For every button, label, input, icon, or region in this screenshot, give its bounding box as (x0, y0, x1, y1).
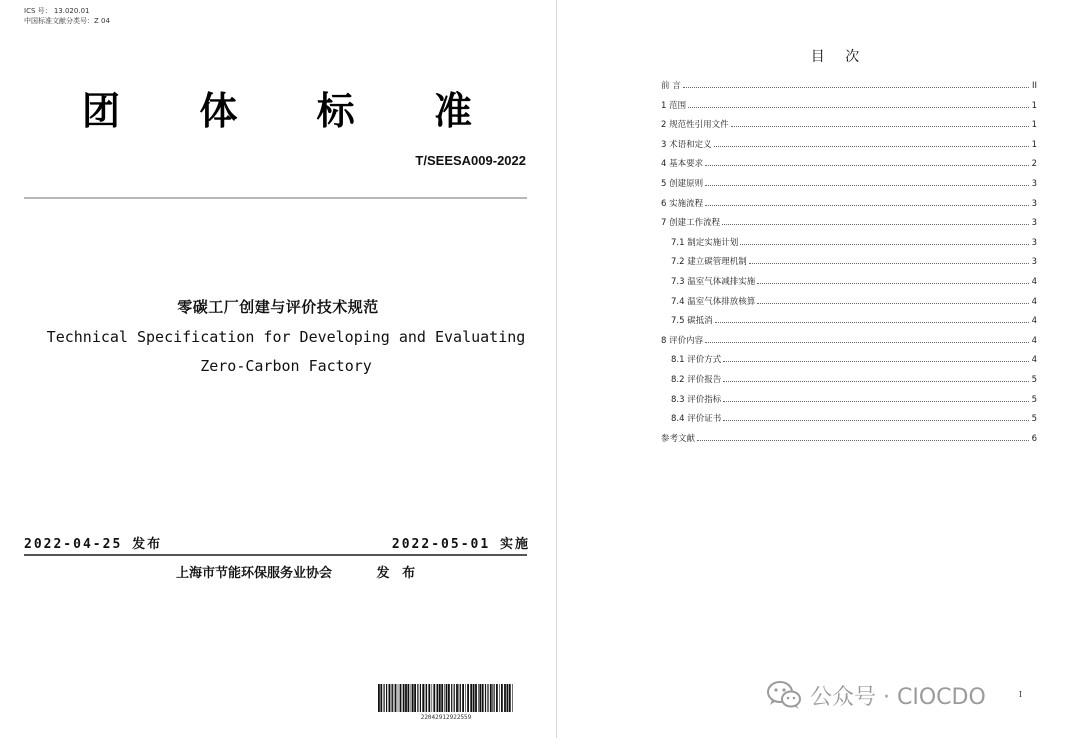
toc-entry-label: 前 言 (661, 81, 681, 91)
barcode-bar (417, 684, 418, 712)
barcode-bar (439, 684, 441, 712)
toc-entry-label: 7.4 温室气体排放核算 (671, 296, 756, 307)
barcode-bar (380, 684, 382, 712)
toc-leader-dots (697, 439, 1029, 441)
barcode-bar (433, 684, 435, 712)
watermark-text: 公众号 · CIOCDO (810, 684, 986, 710)
toc-entry-label: 8.3 评价指标 (671, 394, 722, 405)
toc-leader-dots (715, 321, 1029, 323)
toc-entry[interactable] (661, 295, 1037, 315)
toc-leader-dots (723, 400, 1029, 402)
barcode-bar (389, 684, 391, 712)
barcode-bar (378, 684, 380, 712)
toc-leader-dots (722, 223, 1029, 225)
barcode-bar (391, 684, 392, 712)
barcode-bar (499, 684, 500, 712)
toc-entry[interactable] (661, 197, 1037, 217)
barcode (376, 684, 516, 712)
barcode-bar (470, 684, 472, 712)
toc-leader-dots (705, 204, 1029, 206)
toc-entry-page: 5 (1031, 414, 1037, 425)
toc-entry[interactable] (661, 79, 1037, 99)
standard-type-char: 体 (199, 89, 238, 133)
toc-page (557, 0, 1080, 738)
toc-leader-dots (688, 106, 1029, 108)
toc-entry[interactable] (661, 216, 1037, 236)
toc-entry-page: II (1031, 81, 1037, 91)
toc-entry[interactable] (661, 99, 1037, 119)
publisher-name: 上海市节能环保服务业协会 (176, 566, 333, 581)
toc-entry-label: 8.1 评价方式 (671, 355, 722, 366)
barcode-bar (441, 684, 443, 712)
toc-entry[interactable] (661, 373, 1037, 393)
ics-code: ICS 号： 13.020.01 (24, 7, 90, 15)
standard-type-char: 准 (433, 89, 472, 133)
barcode-bar (444, 684, 445, 712)
barcode-bar (460, 684, 461, 712)
barcode-bar (437, 684, 439, 712)
barcode-bar (412, 684, 414, 712)
barcode-bar (485, 684, 486, 712)
barcode-bar (482, 684, 484, 712)
barcode-bar (405, 684, 407, 712)
toc-entry-page: 5 (1031, 394, 1037, 405)
barcode-bar (432, 684, 433, 712)
barcode-bar (422, 684, 424, 712)
barcode-bar (478, 684, 479, 712)
toc-entry-page: 1 (1031, 139, 1037, 150)
barcode-bar (454, 684, 455, 712)
barcode-bar (479, 684, 481, 712)
barcode-bar (398, 684, 399, 712)
toc-entry-page: 4 (1031, 316, 1037, 327)
barcode-number: 22042912922559 (420, 714, 472, 721)
toc-leader-dots (749, 262, 1029, 264)
barcode-bar (462, 684, 464, 712)
toc-entry[interactable] (661, 275, 1037, 295)
barcode-bar (487, 684, 488, 712)
barcode-bar (512, 684, 513, 712)
toc-entry-label: 4 基本要求 (661, 159, 704, 170)
toc-entry-label: 8.2 评价报告 (671, 374, 722, 385)
toc-entry-page: 2 (1031, 159, 1037, 170)
publisher-row (176, 562, 419, 581)
toc-entry-page: 3 (1031, 218, 1037, 229)
toc-leader-dots (705, 164, 1029, 166)
toc-leader-dots (705, 184, 1029, 186)
toc-leader-dots (723, 360, 1029, 362)
barcode-bar (425, 684, 426, 712)
toc-entry-page: 3 (1031, 237, 1037, 248)
barcode-bar (507, 684, 509, 712)
toc-entry-label: 8 评价内容 (661, 335, 704, 346)
toc-entry[interactable] (661, 138, 1037, 158)
toc-entry-page: 3 (1031, 257, 1037, 268)
toc-entry[interactable] (661, 255, 1037, 275)
divider (24, 197, 527, 199)
barcode-bar (386, 684, 387, 712)
barcode-bar (392, 684, 393, 712)
toc-leader-dots (714, 145, 1029, 147)
toc-entry-page: 5 (1031, 374, 1037, 385)
standard-type-heading (82, 80, 472, 135)
barcode-bar (446, 684, 448, 712)
barcode-bar (494, 684, 495, 712)
toc-entry-page: 4 (1031, 355, 1037, 366)
barcode-bar (467, 684, 469, 712)
barcode-bar (475, 684, 477, 712)
barcode-bar (496, 684, 498, 712)
toc-entry[interactable] (661, 412, 1037, 432)
barcode-bar (456, 684, 458, 712)
title-english-line1: Technical Specification for Developing and Evaluating (46, 328, 526, 346)
barcode-bar (411, 684, 412, 712)
toc-leader-dots (757, 302, 1029, 304)
barcode-bar (403, 684, 405, 712)
toc-entry[interactable] (661, 432, 1037, 452)
toc-leader-dots (705, 341, 1029, 343)
barcode-bar (420, 684, 421, 712)
toc-leader-dots (731, 125, 1029, 127)
toc-entry[interactable] (661, 314, 1037, 334)
barcode-bar (400, 684, 402, 712)
barcode-bar (473, 684, 475, 712)
toc-entry[interactable] (661, 393, 1037, 413)
title-english-line2: Zero-Carbon Factory (200, 357, 372, 375)
toc-entry-label: 7.3 温室气体减排实施 (671, 276, 756, 287)
toc-entry-label: 6 实施流程 (661, 198, 704, 209)
toc-entry-label: 8.4 评价证书 (671, 414, 722, 425)
barcode-bar (490, 684, 492, 712)
ccs-code: 中国标准文献分类号：Z 04 (24, 17, 110, 25)
barcode-bar (504, 684, 506, 712)
toc-entry[interactable] (661, 334, 1037, 354)
toc-entry-label: 7.2 建立碳管理机制 (671, 257, 747, 268)
toc-entry-page: 4 (1031, 276, 1037, 287)
toc-entry-label: 参考文献 (661, 433, 696, 444)
toc-entry-label: 7.1 制定实施计划 (671, 237, 739, 248)
toc-entry-label: 2 规范性引用文件 (661, 120, 729, 131)
divider (24, 554, 527, 556)
toc-entry[interactable] (661, 157, 1037, 177)
toc-entry[interactable] (661, 177, 1037, 197)
publish-date: 2022-04-25 发布 (24, 537, 163, 552)
toc-entry-page: 1 (1031, 120, 1037, 131)
barcode-bar (509, 684, 511, 712)
toc-entry[interactable] (661, 236, 1037, 256)
toc-entry-label: 3 术语和定义 (661, 139, 712, 150)
toc-entry-page: 3 (1031, 178, 1037, 189)
toc-leader-dots (683, 86, 1029, 88)
toc-entry-page: 6 (1031, 433, 1037, 444)
toc-entry-page: 1 (1031, 100, 1037, 111)
barcode-bar (428, 684, 430, 712)
toc-title: 目 次 (810, 49, 868, 65)
toc-leader-dots (723, 380, 1029, 382)
toc-entry-page: 4 (1031, 296, 1037, 307)
barcode-bar (492, 684, 493, 712)
toc-entry-label: 7 创建工作流程 (661, 218, 721, 229)
barcode-bar (395, 684, 397, 712)
toc-entry[interactable] (661, 353, 1037, 373)
publisher-suffix: 发 布 (376, 566, 420, 581)
barcode-bar (459, 684, 460, 712)
standard-type-char: 团 (82, 89, 121, 133)
toc-entry-label: 1 范围 (661, 100, 687, 111)
toc-entry[interactable] (661, 118, 1037, 138)
barcode-bar (408, 684, 410, 712)
barcode-bar (451, 684, 452, 712)
toc-leader-dots (723, 419, 1029, 421)
toc-entry-page: 4 (1031, 335, 1037, 346)
barcode-bar (384, 684, 385, 712)
page-number: I (1018, 690, 1022, 699)
barcode-bar (426, 684, 427, 712)
toc-entry-label: 7.5 碳抵消 (671, 316, 713, 327)
toc-entry-page: 3 (1031, 198, 1037, 209)
toc-leader-dots (757, 282, 1029, 284)
toc-list (661, 79, 1037, 451)
barcode-bar (448, 684, 450, 712)
implement-date: 2022-05-01 实施 (391, 537, 530, 552)
standard-code: T/SEESA009-2022 (415, 153, 526, 168)
wechat-icon (766, 680, 802, 710)
barcode-bar (465, 684, 466, 712)
toc-entry-label: 5 创建原则 (661, 178, 704, 189)
barcode-bar (501, 684, 503, 712)
title-chinese: 零碳工厂创建与评价技术规范 (177, 298, 379, 316)
toc-leader-dots (740, 243, 1029, 245)
watermark (766, 678, 986, 712)
standard-type-char: 标 (316, 89, 355, 133)
barcode-bar (414, 684, 416, 712)
